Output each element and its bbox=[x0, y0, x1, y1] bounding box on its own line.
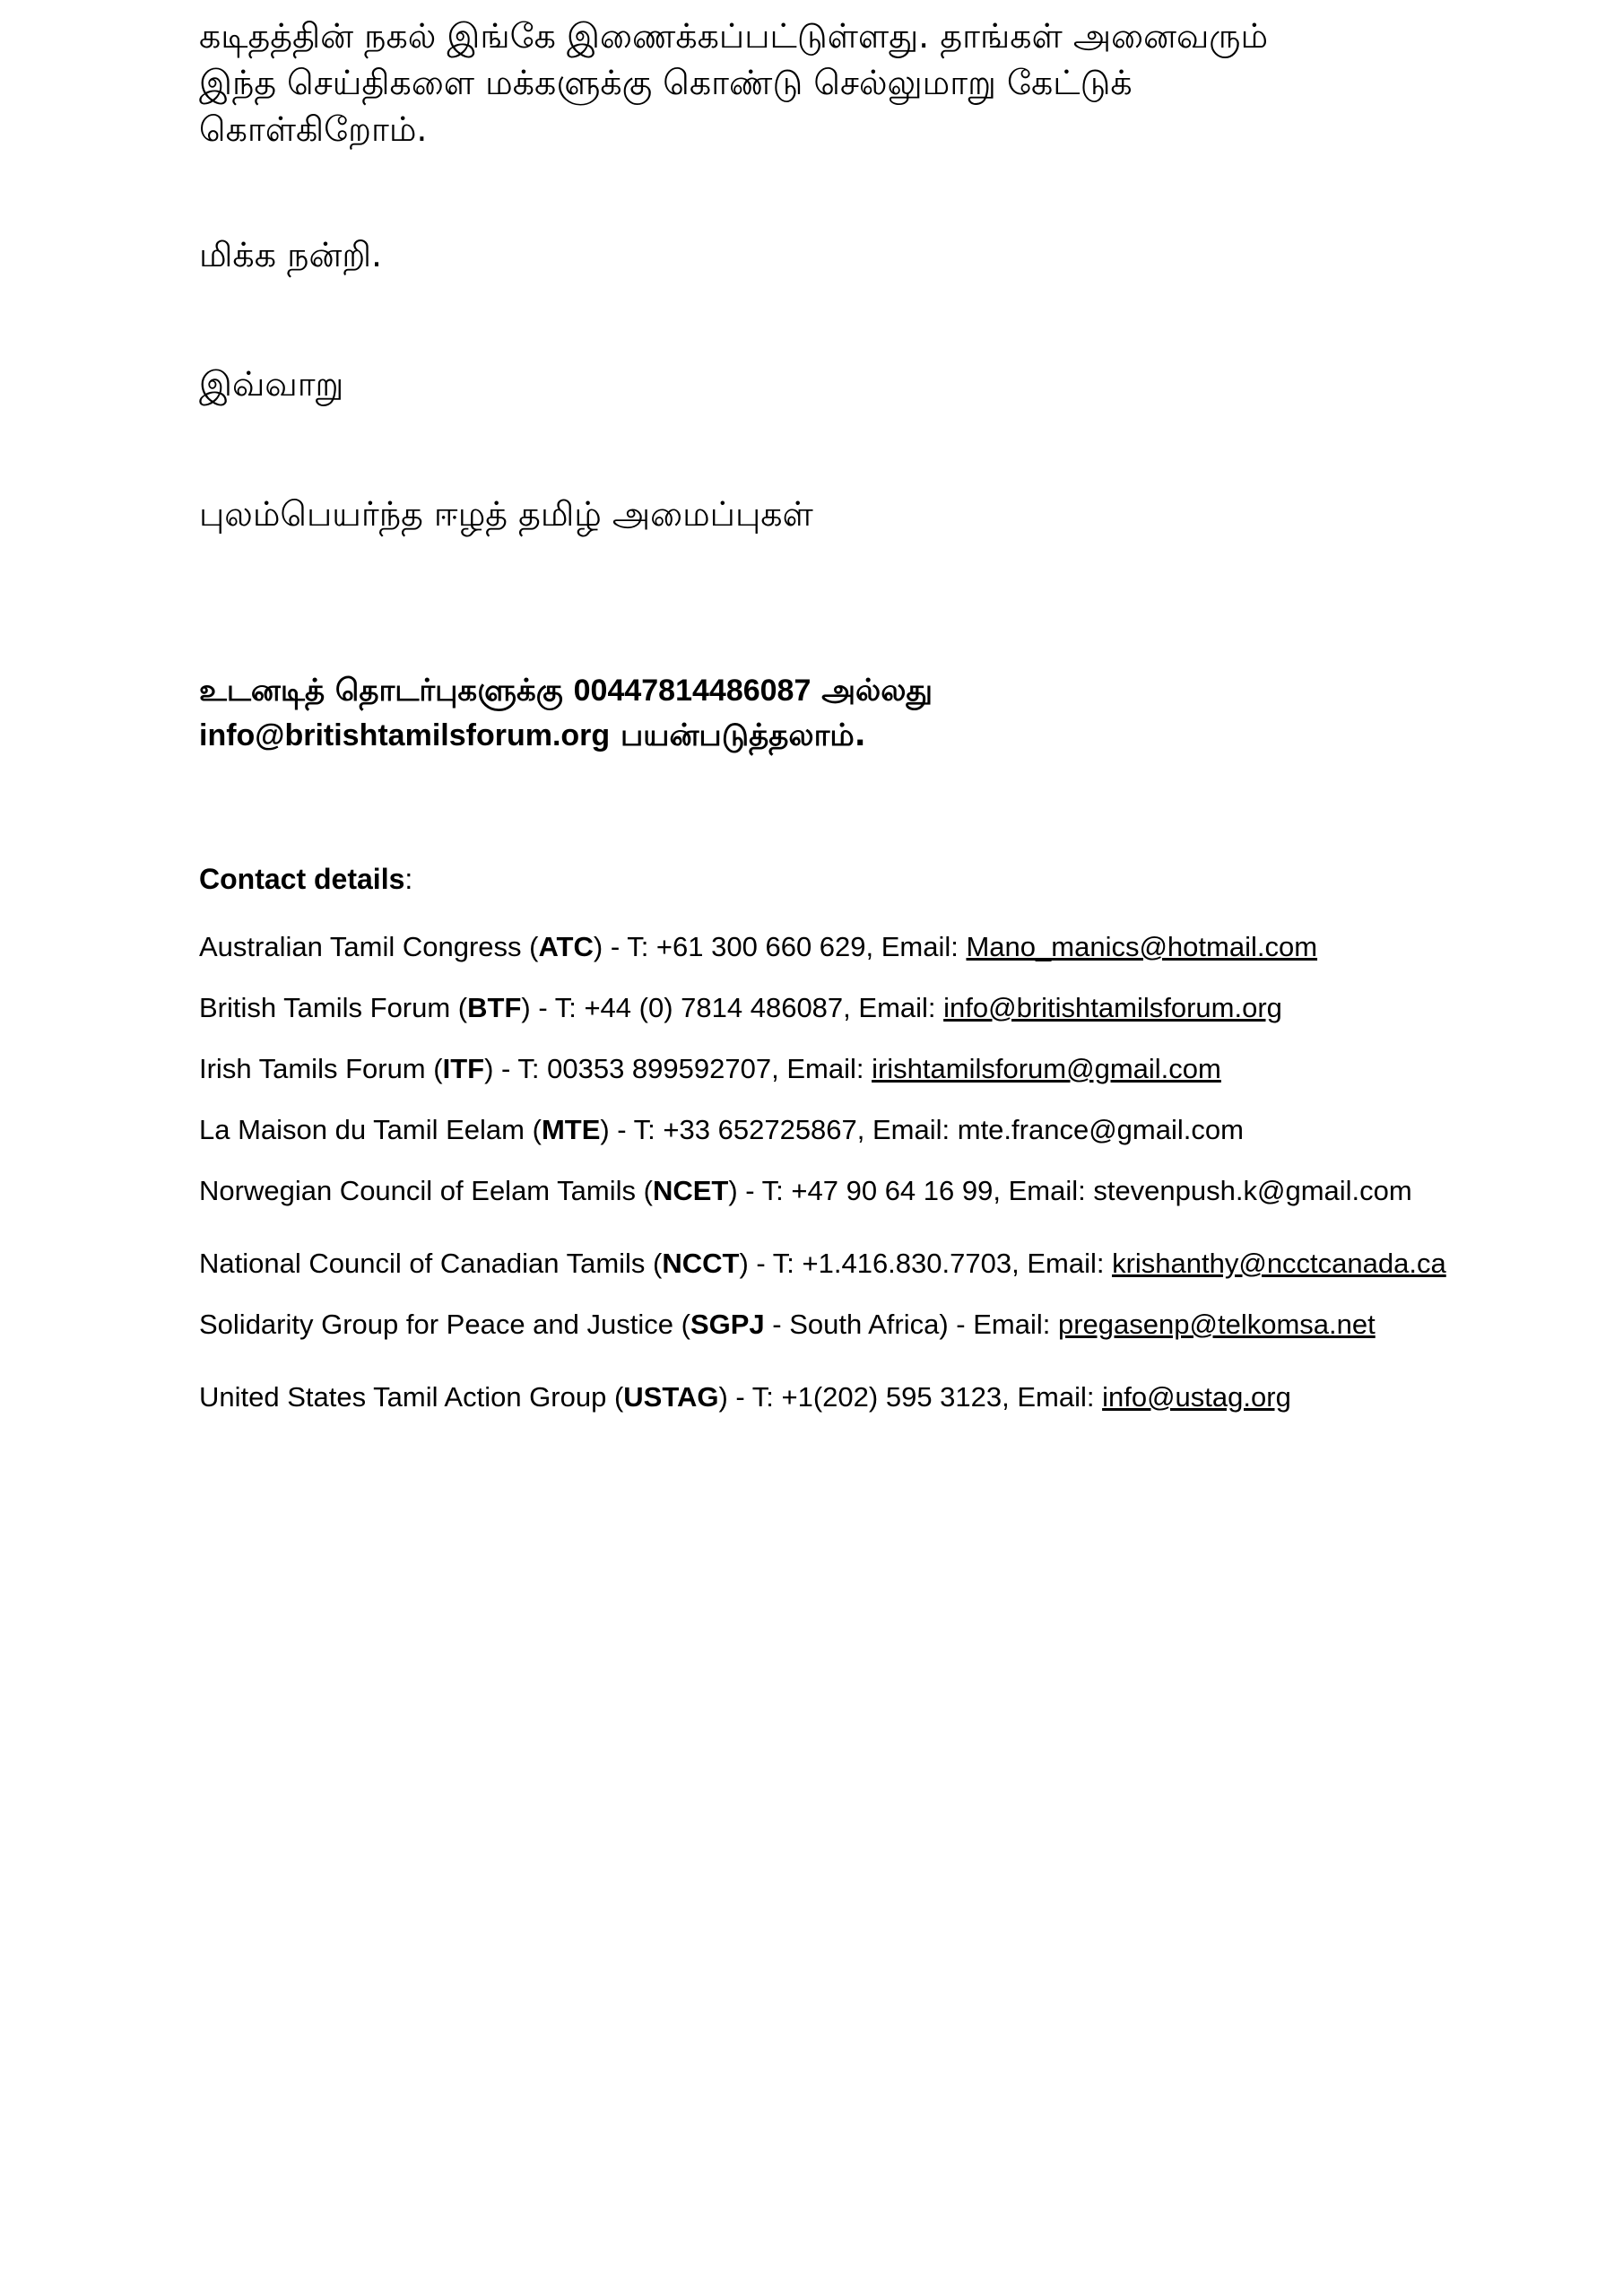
contact-org-abbr: NCET bbox=[652, 1175, 729, 1206]
regards-line: இவ்வாறு bbox=[199, 364, 344, 404]
contact-details-text: ) - T: +47 90 64 16 99, Email: bbox=[728, 1175, 1094, 1206]
contact-org-name: Australian Tamil Congress ( bbox=[199, 931, 539, 962]
contact-details-text: ) - T: +1(202) 595 3123, Email: bbox=[718, 1381, 1103, 1413]
urgent-middle: அல்லது bbox=[811, 673, 933, 709]
contact-email-link: mte.france@gmail.com bbox=[957, 1114, 1244, 1145]
contact-org-abbr: SGPJ bbox=[690, 1309, 765, 1340]
thanks-line: மிக்க நன்றி. bbox=[199, 235, 383, 274]
contact-email-link[interactable]: info@britishtamilsforum.org bbox=[943, 992, 1282, 1023]
contact-org-name: La Maison du Tamil Eelam ( bbox=[199, 1114, 542, 1145]
contact-org-abbr: NCCT bbox=[662, 1248, 740, 1279]
contact-org-abbr: BTF bbox=[467, 992, 522, 1023]
contact-org-name: Norwegian Council of Eelam Tamils ( bbox=[199, 1175, 653, 1206]
contact-org-abbr: ITF bbox=[442, 1053, 485, 1084]
contact-org-name: Irish Tamils Forum ( bbox=[199, 1053, 443, 1084]
contact-details-text: ) - T: +44 (0) 7814 486087, Email: bbox=[521, 992, 944, 1023]
contact-details-text: ) - T: +61 300 660 629, Email: bbox=[593, 931, 967, 962]
contact-email-link[interactable]: krishanthy@ncctcanada.ca bbox=[1112, 1248, 1446, 1279]
intro-line-2: இந்த செய்திகளை மக்களுக்கு கொண்டு செல்லுமாறு கேட்டுக் bbox=[199, 63, 1133, 102]
contact-entry bbox=[199, 1381, 1291, 1413]
contact-org-name: Solidarity Group for Peace and Justice ( bbox=[199, 1309, 690, 1340]
intro-line-3: கொள்கிறோம். bbox=[199, 109, 428, 149]
contact-org-abbr: USTAG bbox=[623, 1381, 719, 1413]
contact-email-link[interactable]: irishtamilsforum@gmail.com bbox=[872, 1053, 1221, 1084]
contact-org-name: British Tamils Forum ( bbox=[199, 992, 468, 1023]
contact-heading-text: Contact details bbox=[199, 863, 405, 895]
contact-entry bbox=[199, 992, 1282, 1024]
contact-entry bbox=[199, 1175, 1412, 1207]
contact-entry bbox=[199, 931, 1317, 963]
contact-entry bbox=[199, 1309, 1376, 1341]
signature-line: புலம்பெயர்ந்த ஈழத் தமிழ் அமைப்புகள் bbox=[199, 494, 813, 534]
contact-details-heading bbox=[199, 863, 412, 896]
urgent-phone: 00447814486087 bbox=[573, 674, 812, 708]
urgent-email: info@britishtamilsforum.org bbox=[199, 718, 611, 752]
contact-email-link[interactable]: Mano_manics@hotmail.com bbox=[966, 931, 1318, 962]
contact-heading-colon: : bbox=[404, 863, 413, 895]
contact-details-text: ) - T: 00353 899592707, Email: bbox=[484, 1053, 872, 1084]
contact-details-text: ) - T: +1.416.830.7703, Email: bbox=[739, 1248, 1113, 1279]
contact-org-abbr: MTE bbox=[541, 1114, 601, 1145]
contact-entry bbox=[199, 1053, 1221, 1085]
urgent-suffix: பயன்படுத்தலாம். bbox=[610, 718, 866, 753]
contact-entry bbox=[199, 1248, 1446, 1280]
contact-entry bbox=[199, 1114, 1244, 1146]
contact-details-text: ) - T: +33 652725867, Email: bbox=[600, 1114, 958, 1145]
urgent-contact-note bbox=[199, 668, 1365, 758]
contact-email-link[interactable]: pregasenp@telkomsa.net bbox=[1057, 1309, 1376, 1340]
contact-org-name: National Council of Canadian Tamils ( bbox=[199, 1248, 663, 1279]
contact-org-name: United States Tamil Action Group ( bbox=[199, 1381, 624, 1413]
contact-email-link[interactable]: info@ustag.org bbox=[1102, 1381, 1291, 1413]
contact-details-text: - South Africa) - Email: bbox=[764, 1309, 1058, 1340]
contact-org-abbr: ATC bbox=[538, 931, 594, 962]
urgent-prefix: உடனடித் தொடர்புகளுக்கு bbox=[199, 673, 574, 709]
intro-line-1: கடிதத்தின் நகல் இங்கே இணைக்கப்பட்டுள்ளது. தாங்கள் அனைவரும் bbox=[199, 16, 1269, 56]
intro-paragraph bbox=[199, 13, 1454, 152]
contact-email-link: stevenpush.k@gmail.com bbox=[1093, 1175, 1412, 1206]
